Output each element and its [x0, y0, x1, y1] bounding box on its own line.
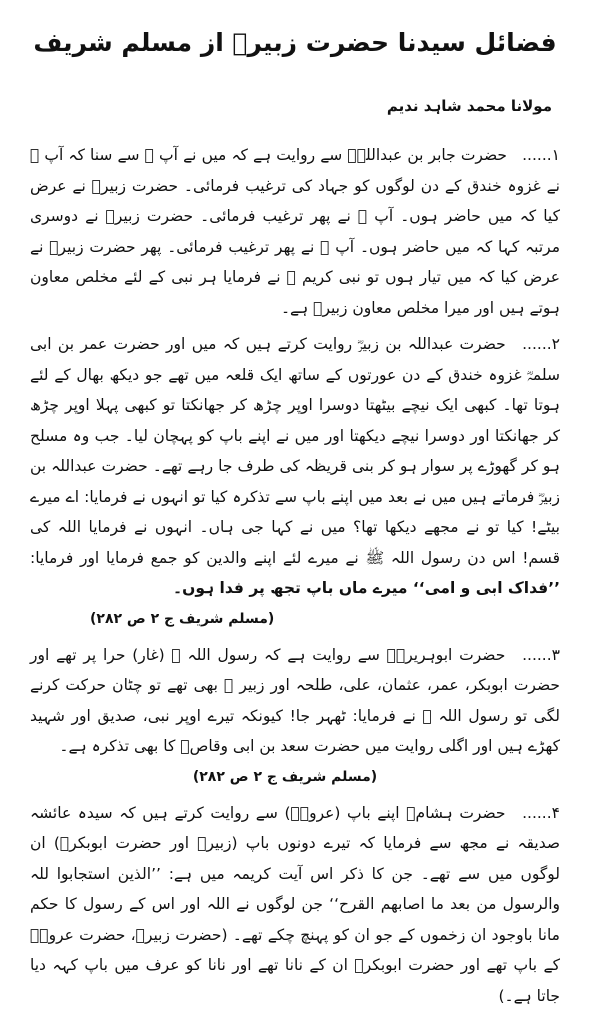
section-2 [30, 329, 560, 604]
section-text: حضرت ابوہریرہؓ سے روایت ہے کہ رسول اللہ ﷺ (غار) حرا پر تھے اور حضرت ابوبکر، عمر، عثمان، علی، طلحہ اور زبیر ؓ بھی تھے تو چٹان حرکت کرنے لگی تو رسول اللہ ﷺ نے فرمایا: ٹھہر جا! کیونکہ تیرے اوپر نبی، صدیق اور شہید کھڑے ہیں اور اگلی روایت میں حضرت سعد بن ابی وقاصؓ کا بھی تذکرہ ہے۔ [30, 646, 560, 756]
section-4 [30, 798, 560, 1011]
section-text: حضرت عبداللہ بن زبیرؓ روایت کرتے ہیں کہ میں اور حضرت عمر بن ابی سلمہؓ غزوہ خندق کے دن عورتوں کے ساتھ ایک قلعہ میں تھے جو دیکھ بھال کے لئے ہوتا تھا۔ کبھی ایک نیچے بیٹھتا دوسرا اوپر چڑھ کر جھانکتا تو کبھی پہلا اوپر چڑھ کر جھانکتا اور دوسرا نیچے دیکھتا اور میں نے اپنے باپ کو پہچان لیا۔ جب وہ مسلح ہو کر گھوڑے پر سوار ہو کر بنی قریظہ کی طرف جا رہے تھے۔ حضرت عبداللہ بن زبیرؓ فرماتے ہیں میں نے بعد میں اپنے باپ سے تذکرہ کیا تو انہوں نے فرمایا: اے میرے بیٹے! کیا تو نے مجھے دیکھا تھا؟ میں نے کہا جی ہاں۔ انہوں نے فرمایا اللہ کی قسم! اس دن رسول اللہ ﷺ نے میرے لئے اپنے والدین کو جمع فرمایا اور فرمایا: [30, 335, 560, 567]
section-quote: ’’فداک ابی و امی‘‘ میرے ماں باپ تجھ پر فدا ہوں۔ [173, 579, 560, 597]
author-name: مولانا محمد شاہد ندیم [30, 94, 552, 118]
page-title: فضائل سیدنا حضرت زبیرؓ از مسلم شریف [30, 26, 560, 60]
section-number: ۳...... [512, 646, 560, 664]
section-number: ۴...... [512, 804, 560, 822]
section-text: حضرت ہشامؒ اپنے باپ (عروہؒ) سے روایت کرتے ہیں کہ سیدہ عائشہ صدیقہ نے مجھ سے فرمایا کہ تیرے دونوں باپ (زبیرؓ اور حضرت ابوبکرؓ) ان لوگوں میں سے تھے۔ جن کا ذکر اس آیت کریمہ میں ہے: ’’الذین استجابوا للہ والرسول من بعد ما اصابھم القرح‘‘ جن لوگوں نے اللہ اور اس کے رسول کا حکم مانا باوجود ان زخموں کے جو ان کو پہنچ چکے تھے۔ (حضرت زبیرؓ، حضرت عروہؒ کے باپ تھے اور حضرت ابوبکرؓ ان کے نانا تھے اور نانا کو عرف میں باپ کہہ دیا جاتا ہے۔) [30, 804, 560, 1005]
reference-citation: (مسلم شریف ج ۲ ص ۲۸۲) [30, 764, 560, 790]
reference-citation: (مسلم شریف ج ۲ ص ۲۸۲) [30, 606, 560, 632]
section-text: حضرت جابر بن عبداللہؓ سے روایت ہے کہ میں نے آپ ﷺ سے سنا کہ آپ ﷺ نے غزوہ خندق کے دن لوگوں کو جہاد کی ترغیب فرمائی۔ حضرت زبیرؓ نے عرض کیا کہ میں حاضر ہوں۔ آپ ﷺ نے پھر ترغیب فرمائی۔ حضرت زبیرؓ نے دوسری مرتبہ کہا کہ میں حاضر ہوں۔ آپ ﷺ نے پھر ترغیب فرمائی۔ پھر حضرت زبیرؓ نے عرض کیا کہ میں تیار ہوں تو نبی کریم ﷺ نے فرمایا ہر نبی کے لئے مخلص معاون ہوتے ہیں اور میرا مخلص معاون زبیرؓ ہے۔ [30, 146, 560, 317]
section-number: ۲...... [512, 335, 560, 353]
section-1 [30, 140, 560, 323]
section-3 [30, 640, 560, 762]
section-number: ۱...... [512, 146, 560, 164]
